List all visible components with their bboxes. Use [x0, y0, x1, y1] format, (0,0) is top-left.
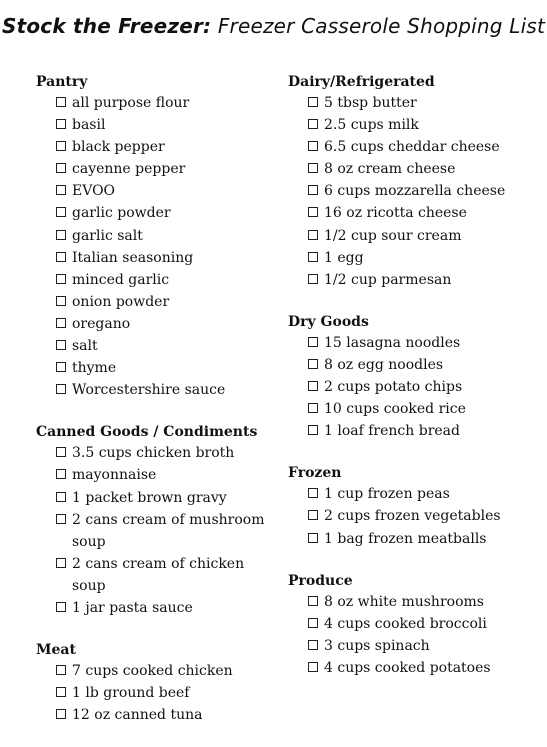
list-item [56, 180, 276, 202]
checkbox-icon[interactable] [56, 230, 66, 240]
checkbox-icon[interactable] [56, 163, 66, 173]
checkbox-icon[interactable] [56, 252, 66, 262]
checkbox-icon[interactable] [56, 709, 66, 719]
item-list [288, 332, 538, 442]
item-label: all purpose flour [72, 95, 190, 111]
item-label: 2 cups frozen vegetables [324, 508, 501, 525]
list-item [308, 398, 538, 420]
list-item [56, 136, 276, 158]
section-dairy [288, 72, 538, 291]
section-heading: Canned Goods / Condiments [36, 424, 258, 441]
checkbox-icon[interactable] [308, 252, 318, 262]
item-label: 8 oz white mushrooms [324, 593, 484, 610]
checkbox-icon[interactable] [308, 337, 318, 347]
item-list [288, 591, 538, 679]
item-label: 1/2 cup parmesan [324, 271, 452, 288]
item-label: 8 oz egg noodles [324, 356, 444, 373]
item-label: 2 cans cream of chicken soup [72, 555, 245, 594]
list-item [308, 483, 538, 505]
checkbox-icon[interactable] [308, 185, 318, 195]
checkbox-icon[interactable] [56, 469, 66, 479]
section-pantry [36, 72, 276, 401]
list-item [56, 704, 276, 726]
list-item [308, 180, 538, 202]
checkbox-icon[interactable] [56, 207, 66, 217]
checkbox-icon[interactable] [56, 362, 66, 372]
item-label: garlic powder [72, 205, 171, 222]
list-item [308, 225, 538, 247]
section-meat [36, 640, 276, 726]
list-item [56, 247, 276, 269]
list-item [308, 114, 538, 136]
item-label: Worcestershire sauce [72, 382, 226, 399]
checkbox-icon[interactable] [308, 97, 318, 107]
section-produce [288, 571, 538, 679]
checkbox-icon[interactable] [308, 425, 318, 435]
checkbox-icon[interactable] [308, 403, 318, 413]
left-column [36, 72, 276, 747]
item-label: cayenne pepper [72, 161, 186, 178]
item-label: Italian seasoning [72, 249, 194, 266]
checkbox-icon[interactable] [56, 665, 66, 675]
checkbox-icon[interactable] [56, 340, 66, 350]
list-item [308, 269, 538, 291]
section-heading: Dairy/Refrigerated [288, 74, 435, 90]
list-item [308, 158, 538, 180]
item-label: 7 cups cooked chicken [72, 663, 233, 680]
section-canned-goods [36, 422, 276, 619]
item-label: 15 lasagna noodles [324, 334, 461, 351]
checkbox-icon[interactable] [56, 119, 66, 129]
checkbox-icon[interactable] [308, 596, 318, 606]
list-item [56, 291, 276, 313]
item-label: minced garlic [72, 271, 170, 288]
list-item [56, 660, 276, 682]
item-label: 8 oz cream cheese [324, 161, 456, 178]
list-item [56, 335, 276, 357]
item-label: EVOO [72, 183, 116, 200]
item-label: 2.5 cups milk [324, 117, 419, 134]
title-bold-part: Stock the Freezer: [1, 14, 212, 38]
list-item [56, 379, 276, 401]
item-label: garlic salt [72, 227, 143, 244]
list-item [308, 376, 538, 398]
item-label: 12 oz canned tuna [72, 707, 203, 724]
item-label: 3 cups spinach [324, 637, 430, 654]
item-label: basil [72, 117, 106, 134]
checkbox-icon[interactable] [56, 274, 66, 284]
section-heading: Meat [36, 642, 76, 659]
right-column [288, 72, 538, 700]
list-item [56, 442, 276, 464]
checkbox-icon[interactable] [308, 533, 318, 543]
list-item [56, 357, 276, 379]
section-frozen [288, 463, 538, 549]
item-label: 1 lb ground beef [72, 685, 190, 702]
checkbox-icon[interactable] [56, 384, 66, 394]
item-label: oregano [72, 315, 131, 332]
checkbox-icon[interactable] [56, 602, 66, 612]
section-heading: Pantry [36, 74, 88, 90]
checkbox-icon[interactable] [308, 381, 318, 391]
checkbox-icon[interactable] [308, 359, 318, 369]
list-item [308, 247, 538, 269]
checkbox-icon[interactable] [56, 318, 66, 328]
item-label: 1 jar pasta sauce [72, 599, 193, 616]
section-heading: Produce [288, 572, 353, 589]
checkbox-icon[interactable] [56, 492, 66, 502]
item-label: 1 loaf french bread [324, 423, 460, 440]
list-item [308, 505, 538, 527]
item-label: 1 packet brown gravy [72, 489, 227, 506]
checkbox-icon[interactable] [308, 662, 318, 672]
checkbox-icon[interactable] [308, 207, 318, 217]
list-item [56, 114, 276, 136]
list-item [308, 332, 538, 354]
item-label: 1 bag frozen meatballs [324, 530, 487, 547]
section-heading: Frozen [288, 465, 342, 482]
list-item [308, 591, 538, 613]
item-label: 2 cans cream of mushroom soup [72, 511, 265, 550]
item-label: 6.5 cups cheddar cheese [324, 139, 500, 156]
checkbox-icon[interactable] [56, 141, 66, 151]
item-label: 3.5 cups chicken broth [72, 445, 235, 462]
list-item [56, 158, 276, 180]
list-item [308, 420, 538, 442]
item-label: 5 tbsp butter [324, 95, 417, 111]
checkbox-icon[interactable] [56, 687, 66, 697]
title-rest: Freezer Casserole Shopping List [217, 14, 546, 38]
list-item [308, 354, 538, 376]
checkbox-icon[interactable] [56, 97, 66, 107]
item-list [288, 483, 538, 549]
checkbox-icon[interactable] [308, 274, 318, 284]
checkbox-icon[interactable] [308, 618, 318, 628]
list-item [56, 487, 276, 509]
list-item [56, 509, 276, 553]
list-item [56, 464, 276, 486]
checkbox-icon[interactable] [308, 510, 318, 520]
list-item [308, 657, 538, 679]
item-label: mayonnaise [72, 467, 157, 484]
list-item [56, 92, 276, 114]
list-item [308, 528, 538, 550]
checkbox-icon[interactable] [308, 119, 318, 129]
item-label: 10 cups cooked rice [324, 401, 466, 418]
item-label: 4 cups cooked potatoes [324, 659, 491, 676]
list-item [56, 597, 276, 619]
item-list [36, 92, 276, 401]
checkbox-icon[interactable] [308, 488, 318, 498]
checkbox-icon[interactable] [308, 163, 318, 173]
item-label: 4 cups cooked broccoli [324, 615, 487, 632]
checkbox-icon[interactable] [308, 230, 318, 240]
item-label: 1 cup frozen peas [324, 486, 450, 503]
item-label: salt [72, 338, 98, 355]
list-item [308, 613, 538, 635]
list-item [308, 202, 538, 224]
item-list [36, 660, 276, 726]
section-dry-goods [288, 312, 538, 442]
list-item [308, 136, 538, 158]
item-label: 6 cups mozzarella cheese [324, 183, 506, 200]
item-list [288, 92, 538, 291]
item-label: 2 cups potato chips [324, 379, 463, 396]
item-label: 1/2 cup sour cream [324, 227, 462, 244]
list-item [56, 225, 276, 247]
item-label: thyme [72, 360, 117, 377]
item-label: black pepper [72, 139, 165, 156]
item-label: 16 oz ricotta cheese [324, 205, 467, 222]
checkbox-icon[interactable] [56, 558, 66, 568]
checkbox-icon[interactable] [308, 640, 318, 650]
checkbox-icon[interactable] [56, 185, 66, 195]
list-item [56, 313, 276, 335]
checkbox-icon[interactable] [56, 296, 66, 306]
list-item [56, 202, 276, 224]
checkbox-icon[interactable] [56, 514, 66, 524]
list-item [56, 269, 276, 291]
list-item [308, 635, 538, 657]
item-list [36, 442, 276, 619]
checkbox-icon[interactable] [308, 141, 318, 151]
section-heading: Dry Goods [288, 313, 369, 330]
item-label: 1 egg [324, 249, 364, 266]
item-label: onion powder [72, 293, 170, 310]
list-item [56, 682, 276, 704]
list-item [308, 92, 538, 114]
checkbox-icon[interactable] [56, 447, 66, 457]
page-title [0, 14, 547, 38]
list-item [56, 553, 276, 597]
